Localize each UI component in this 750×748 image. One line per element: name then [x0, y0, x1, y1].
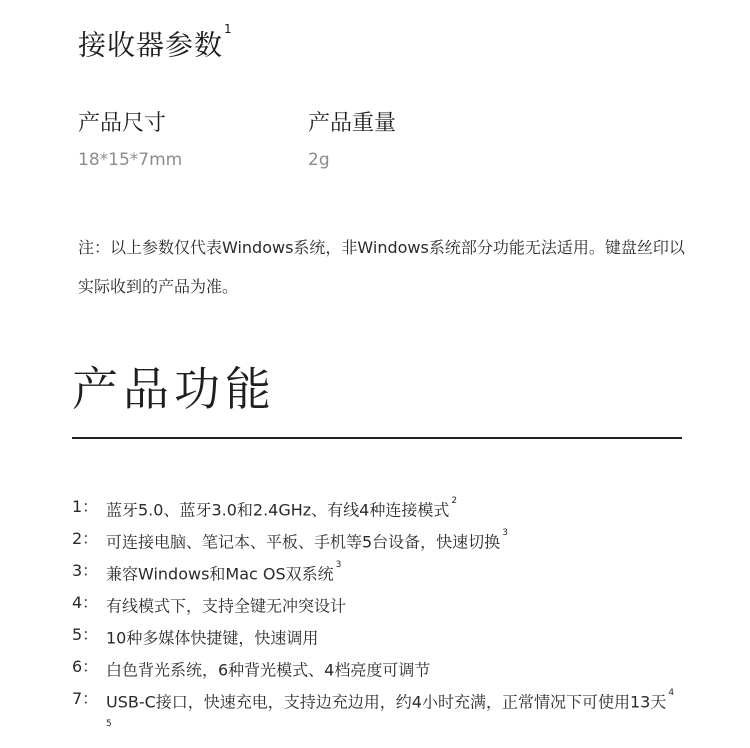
parameter-note: 注：以上参数仅代表Windows系统，非Windows系统部分功能无法适用。键盘丝印以实际收到的产品为准。	[78, 238, 685, 296]
feature-number: 4：	[72, 592, 99, 612]
product-weight-value: 2g	[308, 150, 330, 170]
feature-text	[106, 493, 680, 525]
feature-item	[72, 557, 682, 589]
feature-number: 1：	[72, 497, 99, 516]
feature-item	[72, 525, 682, 557]
product-weight-spec	[308, 108, 396, 172]
feature-description: 有线模式下，支持全键无冲突设计	[106, 596, 347, 616]
product-size-value: 18*15*7mm	[78, 150, 183, 170]
feature-footnote-ref: 2	[451, 496, 458, 506]
feature-text	[106, 685, 680, 748]
receiver-spec-heading	[78, 20, 233, 65]
product-size-spec	[78, 108, 182, 172]
receiver-footnote-ref: 1	[224, 22, 233, 36]
feature-description: 蓝牙5.0、蓝牙3.0和2.4GHz、有线4种连接模式	[106, 500, 450, 520]
feature-footnote-ref: 3	[335, 559, 342, 570]
feature-description: 10种多媒体快捷键，快速调用	[106, 628, 319, 648]
product-weight-label: 产品重量	[308, 111, 397, 136]
feature-footnote-ref: 4 5	[106, 687, 675, 730]
receiver-spec-heading-text: 接收器参数	[78, 28, 224, 62]
feature-description: USB-C接口，快速充电，支持边充边用，约4小时充满，正常情况下可使用13天	[106, 691, 667, 711]
feature-text	[106, 557, 680, 589]
product-size-label: 产品尺寸	[78, 111, 167, 136]
feature-text	[106, 653, 680, 685]
feature-footnote-ref: 3	[502, 527, 508, 538]
feature-description: 可连接电脑、笔记本、平板、手机等5台设备，快速切换	[106, 532, 501, 552]
feature-item	[72, 653, 682, 685]
feature-number: 7：	[72, 688, 99, 708]
feature-item	[72, 589, 682, 621]
feature-item	[72, 621, 682, 653]
feature-text	[106, 621, 680, 653]
feature-text	[106, 589, 680, 621]
feature-number: 3：	[72, 560, 99, 580]
feature-number: 6：	[72, 656, 99, 676]
feature-list	[72, 493, 682, 748]
feature-item	[72, 493, 682, 525]
feature-number: 2：	[72, 528, 99, 548]
product-features-heading: 产品功能	[72, 362, 276, 416]
feature-description: 兼容Windows和Mac OS双系统	[106, 564, 334, 584]
feature-number: 5：	[72, 624, 99, 644]
feature-item	[72, 685, 682, 748]
feature-text	[106, 525, 680, 557]
section-divider	[72, 437, 682, 439]
feature-description: 白色背光系统，6种背光模式、4档亮度可调节	[106, 659, 431, 679]
